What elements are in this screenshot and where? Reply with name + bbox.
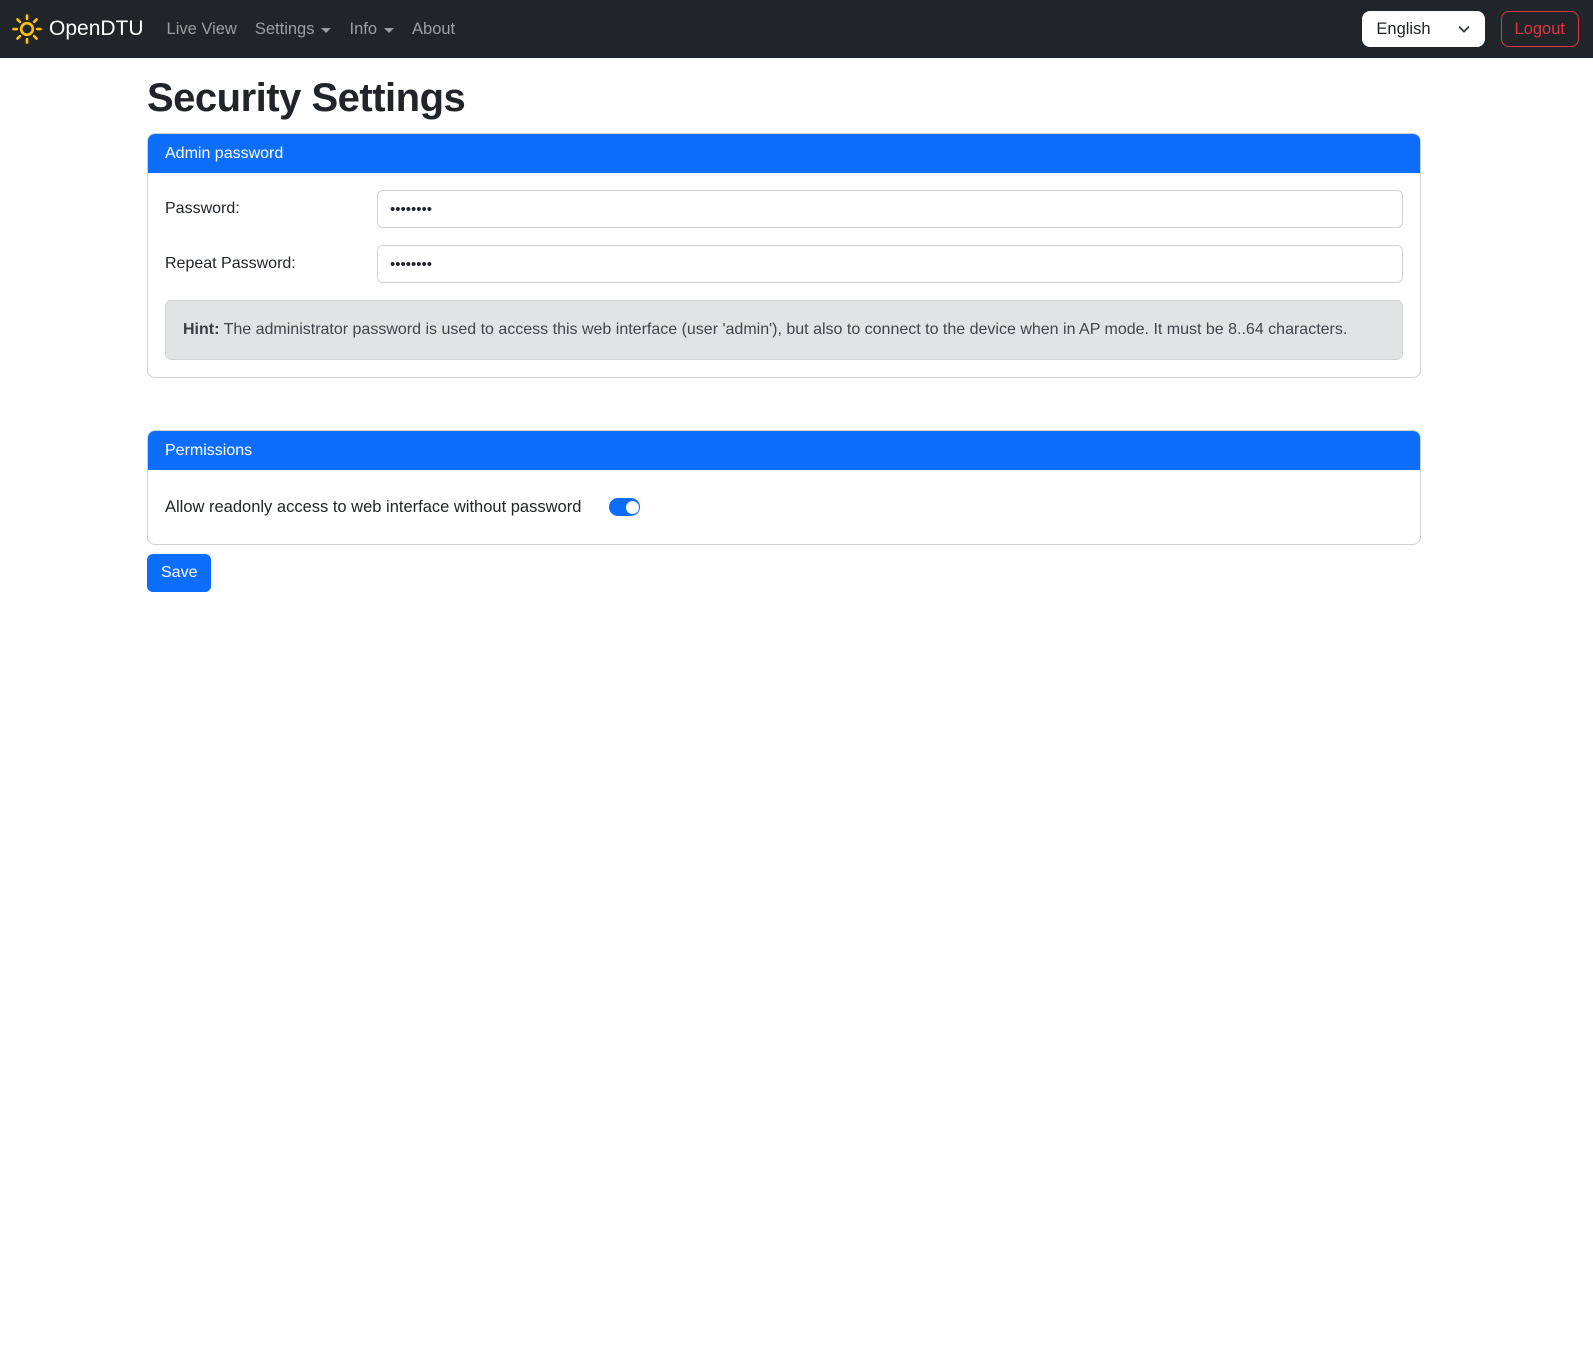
logout-button[interactable]: Logout: [1501, 11, 1579, 47]
permissions-card: [147, 430, 1421, 545]
page-title: Security Settings: [147, 76, 466, 120]
hint-text: The administrator password is used to access this web interface (user 'admin'), but also to connect to the device when in AP mode. It must be 8..64 characters.: [219, 321, 1348, 338]
admin-password-card: [147, 133, 1421, 378]
language-select[interactable]: [1362, 11, 1484, 47]
toggle-knob: [626, 501, 639, 514]
chevron-down-icon: [321, 28, 331, 33]
main-content: [147, 58, 1421, 592]
brand[interactable]: [12, 14, 144, 44]
readonly-access-label: Allow readonly access to web interface without password: [165, 497, 582, 516]
readonly-toggle[interactable]: [609, 498, 640, 516]
top-navbar: [0, 0, 1593, 58]
password-row: [165, 190, 1403, 228]
readonly-access-row: [165, 487, 1403, 527]
nav-item-label: Live View: [166, 19, 237, 38]
password-label: Password:: [165, 200, 240, 217]
admin-password-card-header: Admin password: [148, 134, 1420, 173]
save-button[interactable]: Save: [147, 554, 211, 592]
permissions-card-header: Permissions: [148, 431, 1420, 470]
nav-item-about[interactable]: [403, 12, 464, 47]
navbar-right: [1362, 11, 1579, 47]
chevron-down-icon: [1457, 22, 1471, 36]
nav-item-info[interactable]: [340, 12, 403, 47]
repeat-password-row: [165, 245, 1403, 283]
nav-item-live-view[interactable]: [158, 12, 246, 47]
chevron-down-icon: [384, 28, 394, 33]
password-hint: [165, 300, 1403, 360]
sun-icon: [12, 14, 42, 44]
admin-password-card-body: [148, 173, 1420, 377]
language-select-value: English: [1376, 19, 1431, 38]
hint-label: Hint:: [183, 321, 220, 338]
nav-item-label: Settings: [254, 19, 315, 38]
permissions-card-body: [148, 470, 1420, 544]
nav-item-label: About: [412, 19, 456, 38]
repeat-password-input[interactable]: [377, 245, 1403, 283]
nav-links: [158, 12, 465, 47]
nav-item-settings[interactable]: [246, 12, 341, 47]
brand-label: OpenDTU: [49, 17, 144, 40]
password-input[interactable]: [377, 190, 1403, 228]
repeat-password-label: Repeat Password:: [165, 255, 296, 272]
nav-item-label: Info: [349, 19, 378, 38]
